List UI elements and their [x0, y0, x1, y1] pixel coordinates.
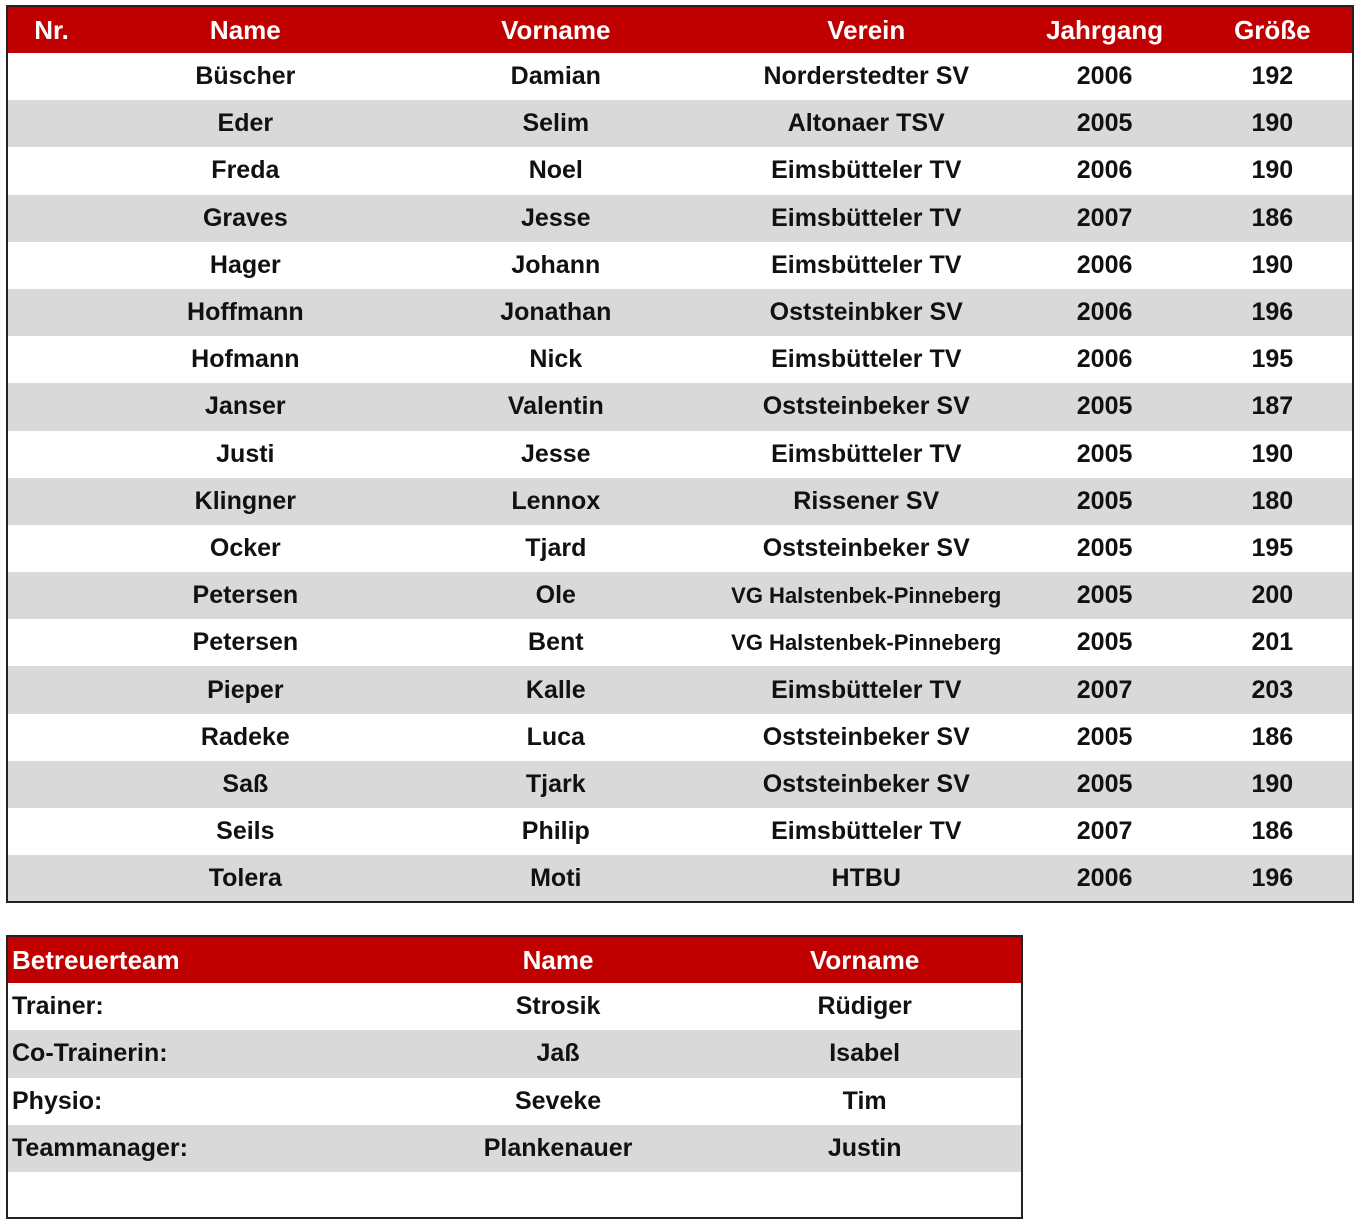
header-jahrgang: Jahrgang — [1046, 14, 1164, 45]
staff-name-cell: Strosik — [515, 992, 601, 1021]
player-groesse-cell: 180 — [1251, 486, 1294, 515]
player-groesse-cell: 190 — [1251, 109, 1294, 138]
player-row — [7, 525, 1353, 572]
player-row — [7, 100, 1353, 147]
player-groesse-cell: 190 — [1251, 769, 1294, 798]
header-verein: Verein — [827, 14, 906, 45]
player-jahrgang-cell: 2006 — [1076, 345, 1133, 374]
player-groesse-cell: 186 — [1251, 203, 1294, 232]
staff-row — [7, 1030, 1022, 1077]
player-groesse-cell: 187 — [1251, 392, 1294, 421]
player-row — [7, 289, 1353, 336]
player-verein-cell: Oststeinbker SV — [769, 298, 963, 327]
player-vorname-cell: Nick — [529, 345, 583, 374]
player-name-cell: Janser — [205, 392, 286, 421]
player-nr-cell — [7, 383, 95, 430]
staff-row — [7, 1078, 1022, 1125]
player-verein-cell: Oststeinbeker SV — [762, 722, 970, 751]
player-name-cell: Petersen — [192, 628, 299, 657]
player-verein-cell: Eimsbütteler TV — [771, 439, 962, 468]
player-vorname-cell: Kalle — [525, 675, 586, 704]
player-verein-cell: VG Halstenbek-Pinneberg — [731, 582, 1002, 608]
player-jahrgang-cell: 2005 — [1076, 722, 1133, 751]
player-nr-cell — [7, 666, 95, 713]
player-name-cell: Freda — [211, 156, 280, 185]
staff-role-cell: Trainer: — [12, 992, 104, 1021]
player-jahrgang-cell: 2007 — [1076, 203, 1133, 232]
player-nr-cell — [7, 100, 95, 147]
player-groesse-cell: 203 — [1251, 675, 1294, 704]
player-jahrgang-cell: 2005 — [1076, 439, 1133, 468]
player-name-cell: Klingner — [194, 486, 297, 515]
player-nr-cell — [7, 808, 95, 855]
staff-row — [7, 983, 1022, 1030]
player-vorname-cell: Noel — [528, 156, 583, 185]
player-name-cell: Saß — [222, 769, 269, 798]
player-nr-cell — [7, 855, 95, 902]
player-vorname-cell: Ole — [535, 581, 576, 610]
player-jahrgang-cell: 2005 — [1076, 109, 1133, 138]
player-jahrgang-cell: 2006 — [1076, 298, 1133, 327]
player-nr-cell — [7, 761, 95, 808]
player-row — [7, 761, 1353, 808]
staff-vorname-cell: Rüdiger — [817, 992, 912, 1021]
player-name-cell: Hager — [209, 250, 281, 279]
player-vorname-cell: Lennox — [511, 486, 601, 515]
player-vorname-cell: Tjard — [525, 533, 587, 562]
player-name-cell: Radeke — [200, 722, 290, 751]
staff-role-cell: Physio: — [12, 1086, 103, 1115]
player-groesse-cell: 186 — [1251, 817, 1294, 846]
player-verein-cell: VG Halstenbek-Pinneberg — [731, 629, 1002, 655]
player-verein-cell: Eimsbütteler TV — [771, 250, 962, 279]
staff-name-cell: Jaß — [536, 1039, 580, 1068]
player-verein-cell: Altonaer TSV — [787, 109, 945, 138]
player-groesse-cell: 200 — [1251, 581, 1294, 610]
player-jahrgang-cell: 2005 — [1076, 486, 1133, 515]
player-name-cell: Eder — [217, 109, 274, 138]
player-vorname-cell: Moti — [530, 863, 582, 892]
players-body — [7, 53, 1353, 902]
player-name-cell: Tolera — [208, 863, 282, 892]
player-row — [7, 195, 1353, 242]
player-nr-cell — [7, 242, 95, 289]
staff-row — [7, 1125, 1022, 1172]
header-name: Name — [209, 14, 281, 45]
player-nr-cell — [7, 431, 95, 478]
player-vorname-cell: Selim — [522, 109, 590, 138]
player-verein-cell: Eimsbütteler TV — [771, 817, 962, 846]
player-groesse-cell: 196 — [1251, 298, 1294, 327]
player-row — [7, 431, 1353, 478]
player-vorname-cell: Bent — [528, 628, 584, 657]
player-name-cell: Ocker — [209, 533, 281, 562]
player-groesse-cell: 192 — [1251, 62, 1294, 91]
player-verein-cell: Oststeinbeker SV — [762, 392, 970, 421]
player-nr-cell — [7, 336, 95, 383]
staff-empty-row — [7, 1172, 1022, 1218]
player-nr-cell — [7, 714, 95, 761]
player-verein-cell: Oststeinbeker SV — [762, 769, 970, 798]
staff-role-cell: Co-Trainerin: — [12, 1039, 168, 1068]
player-jahrgang-cell: 2005 — [1076, 392, 1133, 421]
staff-header-row — [7, 936, 1022, 983]
player-vorname-cell: Jonathan — [500, 298, 612, 327]
header-vorname: Vorname — [501, 14, 611, 45]
player-name-cell: Petersen — [192, 581, 299, 610]
header-groesse: Größe — [1234, 14, 1311, 45]
header-betreuerteam: Betreuerteam — [12, 944, 180, 975]
player-jahrgang-cell: 2006 — [1076, 156, 1133, 185]
player-row — [7, 383, 1353, 430]
player-jahrgang-cell: 2005 — [1076, 769, 1133, 798]
player-vorname-cell: Damian — [510, 62, 601, 91]
player-vorname-cell: Jesse — [521, 439, 591, 468]
player-verein-cell: Eimsbütteler TV — [771, 156, 962, 185]
player-row — [7, 666, 1353, 713]
player-nr-cell — [7, 619, 95, 666]
player-row — [7, 619, 1353, 666]
header-nr: Nr. — [34, 14, 69, 45]
player-nr-cell — [7, 195, 95, 242]
player-vorname-cell: Tjark — [525, 769, 586, 798]
player-jahrgang-cell: 2005 — [1076, 581, 1133, 610]
staff-vorname-cell: Justin — [827, 1134, 902, 1163]
player-nr-cell — [7, 572, 95, 619]
player-nr-cell — [7, 525, 95, 572]
player-row — [7, 572, 1353, 619]
staff-body — [7, 983, 1022, 1218]
player-groesse-cell: 186 — [1251, 722, 1294, 751]
player-vorname-cell: Luca — [526, 722, 585, 751]
player-jahrgang-cell: 2006 — [1076, 62, 1133, 91]
player-groesse-cell: 196 — [1251, 863, 1294, 892]
player-jahrgang-cell: 2006 — [1076, 250, 1133, 279]
player-nr-cell — [7, 147, 95, 194]
header-staff-name: Name — [522, 944, 594, 975]
player-row — [7, 714, 1353, 761]
player-groesse-cell: 190 — [1251, 156, 1294, 185]
player-verein-cell: Rissener SV — [793, 486, 940, 515]
staff-name-cell: Seveke — [514, 1086, 602, 1115]
player-row — [7, 808, 1353, 855]
player-vorname-cell: Johann — [511, 250, 601, 279]
player-groesse-cell: 195 — [1251, 533, 1294, 562]
player-jahrgang-cell: 2007 — [1076, 675, 1133, 704]
player-jahrgang-cell: 2006 — [1076, 863, 1133, 892]
player-verein-cell: Norderstedter SV — [763, 62, 970, 91]
player-name-cell: Justi — [216, 439, 275, 468]
player-groesse-cell: 201 — [1251, 628, 1294, 657]
players-table — [6, 5, 1354, 903]
player-jahrgang-cell: 2007 — [1076, 817, 1133, 846]
staff-name-cell: Plankenauer — [483, 1134, 633, 1163]
player-name-cell: Seils — [216, 817, 275, 846]
staff-vorname-cell: Tim — [842, 1086, 887, 1115]
player-nr-cell — [7, 478, 95, 525]
player-row — [7, 53, 1353, 100]
player-name-cell: Graves — [202, 203, 288, 232]
staff-vorname-cell: Isabel — [829, 1039, 901, 1068]
player-row — [7, 336, 1353, 383]
player-groesse-cell: 190 — [1251, 439, 1294, 468]
player-nr-cell — [7, 53, 95, 100]
player-groesse-cell: 190 — [1251, 250, 1294, 279]
player-verein-cell: HTBU — [831, 863, 901, 892]
player-nr-cell — [7, 289, 95, 336]
player-verein-cell: Oststeinbeker SV — [762, 533, 970, 562]
player-verein-cell: Eimsbütteler TV — [771, 345, 962, 374]
staff-table — [6, 935, 1023, 1219]
player-vorname-cell: Valentin — [507, 392, 604, 421]
player-verein-cell: Eimsbütteler TV — [771, 675, 962, 704]
player-name-cell: Hoffmann — [187, 298, 304, 327]
players-header-row — [7, 6, 1353, 53]
player-groesse-cell: 195 — [1251, 345, 1294, 374]
player-jahrgang-cell: 2005 — [1076, 628, 1133, 657]
player-verein-cell: Eimsbütteler TV — [771, 203, 962, 232]
player-name-cell: Hofmann — [191, 345, 300, 374]
staff-role-cell: Teammanager: — [12, 1134, 188, 1163]
player-vorname-cell: Jesse — [521, 203, 591, 232]
player-row — [7, 147, 1353, 194]
player-name-cell: Büscher — [195, 62, 296, 91]
player-name-cell: Pieper — [207, 675, 284, 704]
player-jahrgang-cell: 2005 — [1076, 533, 1133, 562]
player-vorname-cell: Philip — [521, 817, 590, 846]
player-row — [7, 478, 1353, 525]
player-row — [7, 855, 1353, 902]
player-row — [7, 242, 1353, 289]
header-staff-vorname: Vorname — [810, 944, 920, 975]
